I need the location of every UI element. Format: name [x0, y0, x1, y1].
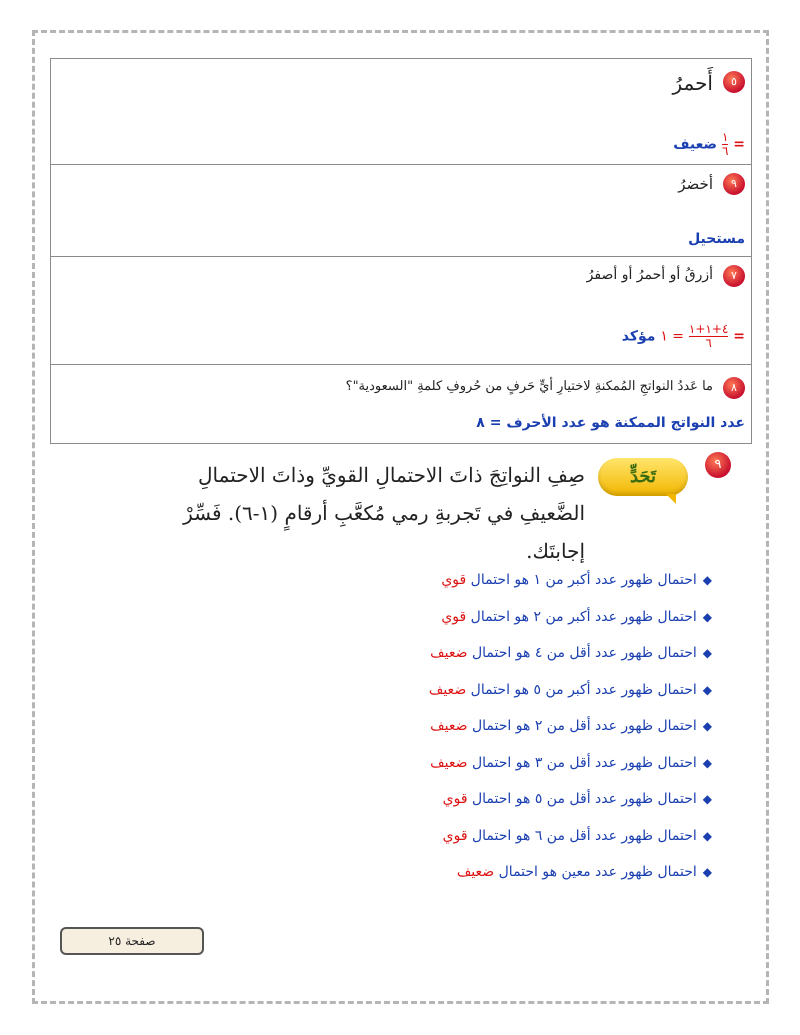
bullet-icon: ◆ [702, 573, 712, 587]
bullet-icon: ◆ [702, 609, 712, 624]
bullet-icon: ◆ [702, 828, 712, 843]
table-row [51, 365, 751, 443]
answer-word: ضعيف [673, 136, 718, 153]
answer-table [50, 58, 752, 444]
fraction [689, 323, 728, 350]
list-item [429, 787, 712, 824]
list-item-text: احتمال ظهور عدد أكبر من ١ هو احتمال [470, 572, 697, 588]
table-row [51, 257, 751, 365]
answer-word: مؤكد [621, 328, 656, 345]
list-item-text: احتمال ظهور عدد أقل من ٤ هو احتمال [471, 645, 697, 661]
challenge-text: صِفِ النواتِجَ ذاتَ الاحتمالِ القويِّ وذاتَ الاحتمالِ الضَّعيفِ في تَجربةِ رمي مُكعَّبِ أرقامٍ (١-٦). فَسِّرْ إجابتَك. [183, 463, 585, 563]
question-number: ٩ [723, 173, 745, 195]
bullet-icon: ◆ [702, 755, 712, 770]
bullet-icon: ◆ [702, 682, 712, 697]
list-item-text: احتمال ظهور عدد أكبر من ٥ هو احتمال [470, 681, 697, 698]
question-number: ٧ [723, 265, 745, 287]
fraction-denominator: ٦ [721, 144, 729, 158]
table-row [51, 165, 751, 257]
answer-list [429, 568, 712, 897]
fraction [722, 131, 728, 158]
list-item-result: ضعيف [456, 864, 495, 880]
equals-sign: = [733, 136, 745, 153]
fraction-denominator: ٦ [689, 336, 728, 350]
question-text: أخضرُ [678, 175, 713, 193]
bullet-icon: ◆ [702, 792, 712, 806]
question-text: أزرقُ أو أحمرُ أو أصفرُ [586, 267, 713, 283]
equals-sign: = [733, 328, 745, 345]
list-item-text: احتمال ظهور عدد معين هو احتمال [498, 864, 697, 880]
list-item [429, 751, 712, 788]
question-number: ٥ [723, 71, 745, 93]
answer-word: عدد النواتج الممكنة هو عدد الأحرف = ٨ [476, 415, 745, 431]
question-number: ٨ [723, 377, 745, 399]
list-item [429, 714, 712, 751]
list-item [429, 605, 712, 642]
list-item [429, 860, 712, 897]
question-text: أَحمرُ [672, 71, 713, 95]
challenge-badge: تَحَدٍّ [598, 458, 688, 496]
list-item-result: قوي [442, 827, 468, 844]
list-item-result: ضعيف [430, 645, 468, 661]
list-item [429, 824, 712, 861]
challenge-number: ٩ [705, 452, 731, 478]
list-item-result: ضعيف [428, 681, 467, 698]
answer-mid: = ١ [660, 328, 685, 345]
bullet-icon: ◆ [702, 865, 712, 879]
bullet-icon: ◆ [702, 646, 712, 660]
question-text: ما عَددُ النواتجِ المُمكنةِ لاختيارِ أيٍّ حَرفٍ من حُروفِ كلمةِ "السعودية"؟ [345, 379, 713, 394]
list-item-result: قوي [441, 608, 467, 625]
answer-word: مستحيل [688, 231, 745, 247]
list-item [429, 641, 712, 678]
list-item-result: قوي [442, 791, 468, 807]
list-item [429, 568, 712, 605]
list-item-text: احتمال ظهور عدد أقل من ٦ هو احتمال [471, 827, 697, 844]
list-item-result: ضعيف [430, 754, 468, 771]
table-row [51, 59, 751, 165]
list-item-text: احتمال ظهور عدد أقل من ٣ هو احتمال [471, 754, 697, 771]
list-item-result: قوي [441, 572, 467, 588]
list-item-result: ضعيف [430, 718, 468, 734]
page-number-label: صفحة ٢٥ [60, 927, 204, 955]
list-item-text: احتمال ظهور عدد أكبر من ٢ هو احتمال [470, 608, 697, 625]
list-item [429, 678, 712, 715]
fraction-numerator: ٤+١+١ [688, 322, 729, 336]
answer [622, 323, 745, 350]
fraction-numerator: ١ [721, 130, 729, 144]
answer [673, 131, 745, 158]
bullet-icon: ◆ [702, 719, 712, 733]
list-item-text: احتمال ظهور عدد أقل من ٥ هو احتمال [471, 791, 697, 807]
list-item-text: احتمال ظهور عدد أقل من ٢ هو احتمال [471, 718, 697, 734]
